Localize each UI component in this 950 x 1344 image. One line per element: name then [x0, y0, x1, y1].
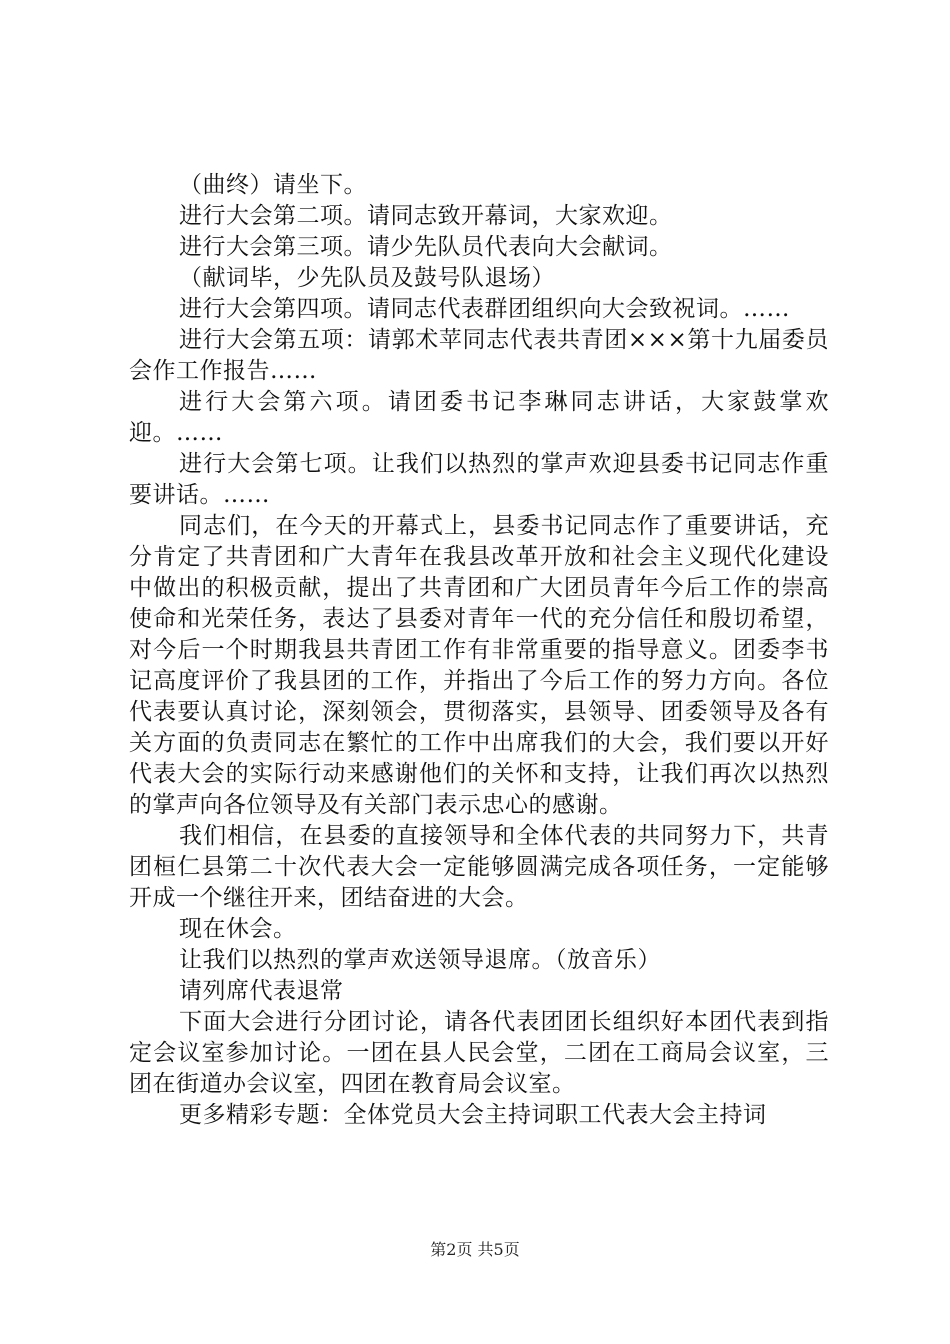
paragraph: 进行大会第三项。请少先队员代表向大会献词。	[179, 234, 673, 260]
paragraph: 我们相信，在县委的直接领导和全体代表的共同努力下，共青团桓仁县第二十次代表大会一定能够圆满完成各项任务，一定能够开成一个继往开来，团结奋进的大会。	[129, 823, 829, 911]
paragraph: 更多精彩专题：全体党员大会主持词职工代表大会主持词	[179, 1102, 767, 1128]
paragraph: 进行大会第七项。让我们以热烈的掌声欢迎县委书记同志作重要讲话。……	[129, 451, 829, 508]
paragraph: 进行大会第六项。请团委书记李琳同志讲话，大家鼓掌欢迎。……	[129, 389, 829, 446]
paragraph: 让我们以热烈的掌声欢送领导退席。（放音乐）	[179, 947, 661, 973]
paragraph: 进行大会第二项。请同志致开幕词，大家欢迎。	[179, 203, 673, 229]
document-body	[129, 170, 829, 1131]
paragraph: 进行大会第四项。请同志代表群团组织向大会致祝词。……	[179, 296, 790, 322]
paragraph: 下面大会进行分团讨论，请各代表团团长组织好本团代表到指定会议室参加讨论。一团在县人民会堂，二团在工商局会议室，三团在街道办会议室，四团在教育局会议室。	[129, 1009, 829, 1097]
paragraph: 进行大会第五项：请郭术苹同志代表共青团×××第十九届委员会作工作报告……	[129, 327, 829, 384]
page-footer: 第2页 共5页	[430, 1240, 520, 1259]
paragraph: 同志们，在今天的开幕式上，县委书记同志作了重要讲话，充分肯定了共青团和广大青年在我县改革开放和社会主义现代化建设中做出的积极贡献，提出了共青团和广大团员青年今后工作的崇高使命和光荣任务，表达了县委对青年一代的充分信任和殷切希望，对今后一个时期我县共青团工作有非常重要的指导意义。团委李书记高度评价了我县团的工作，并指出了今后工作的努力方向。各位代表要认真讨论，深刻领会，贯彻落实，县领导、团委领导及各有关方面的负责同志在繁忙的工作中出席我们的大会，我们要以开好代表大会的实际行动来感谢他们的关怀和支持，让我们再次以热烈的掌声向各位领导及有关部门表示忠心的感谢。	[129, 513, 829, 818]
paragraph: 请列席代表退常	[179, 978, 344, 1004]
paragraph: （曲终）请坐下。	[179, 172, 367, 198]
paragraph: （献词毕，少先队员及鼓号队退场）	[179, 265, 555, 291]
paragraph: 现在休会。	[179, 916, 297, 942]
